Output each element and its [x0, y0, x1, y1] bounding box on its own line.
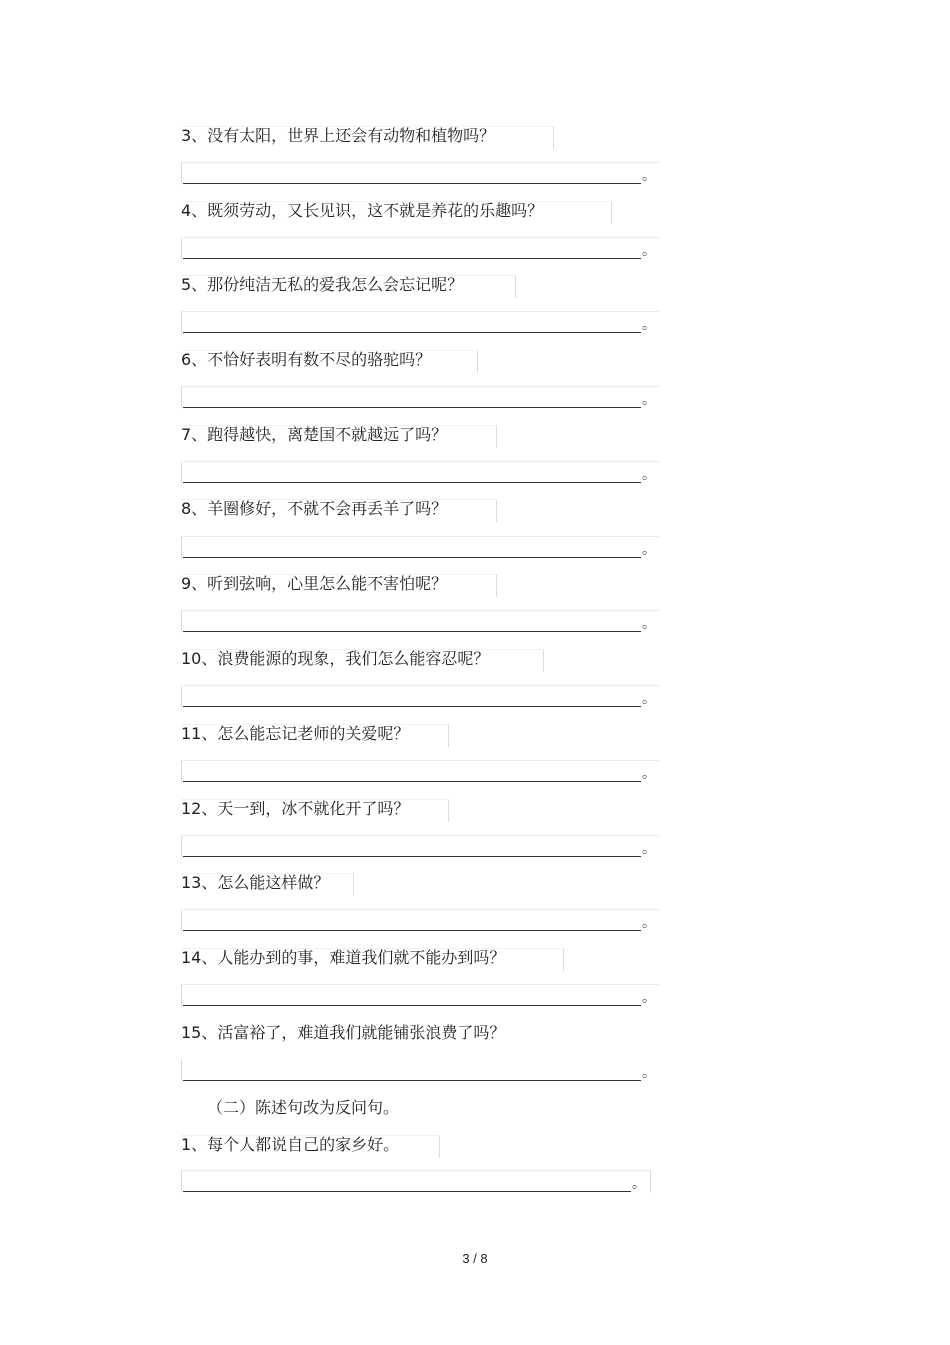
answer-line[interactable] [181, 386, 661, 408]
answer-line[interactable] [181, 610, 661, 632]
answer-period: 。 [642, 168, 656, 184]
question-text: 3、没有太阳，世界上还会有动物和植物吗？ [181, 126, 496, 145]
question-text: 5、那份纯洁无私的爱我怎么会忘记呢？ [181, 275, 464, 294]
answer-period: 。 [642, 766, 656, 782]
question-text: 15、活富裕了，难道我们就能铺张浪费了吗？ [181, 1023, 506, 1042]
answer-period: 。 [642, 616, 656, 632]
answer-line[interactable] [181, 162, 661, 184]
answer-line[interactable] [181, 835, 661, 857]
answer-period: 。 [642, 691, 656, 707]
answer-line[interactable] [181, 1170, 651, 1192]
question-text: 1、每个人都说自己的家乡好。 [181, 1135, 400, 1154]
answer-period: 。 [642, 542, 656, 558]
answer-period: 。 [642, 1065, 656, 1081]
answer-period: 。 [642, 841, 656, 857]
answer-line[interactable] [181, 536, 661, 558]
question-text: 8、羊圈修好，不就不会再丢羊了吗？ [181, 499, 448, 518]
question-text: 4、既须劳动，又长见识，这不就是养花的乐趣吗？ [181, 201, 544, 220]
answer-period: 。 [642, 990, 656, 1006]
question-text: 14、人能办到的事，难道我们就不能办到吗？ [181, 948, 506, 967]
question-text: 9、听到弦响，心里怎么能不害怕呢？ [181, 574, 448, 593]
question-text: 12、天一到，冰不就化开了吗？ [181, 799, 410, 818]
answer-period: 。 [642, 317, 656, 333]
answer-period: 。 [642, 467, 656, 483]
answer-line[interactable] [181, 909, 661, 931]
answer-line[interactable] [181, 984, 661, 1006]
question-text: 11、怎么能忘记老师的关爱呢？ [181, 724, 410, 743]
question-text: 10、浪费能源的现象，我们怎么能容忍呢？ [181, 649, 490, 668]
answer-period: 。 [642, 392, 656, 408]
section-heading: （二）陈述句改为反问句。 [207, 1098, 400, 1117]
answer-period: 。 [632, 1176, 646, 1192]
answer-line[interactable] [181, 311, 661, 333]
answer-line[interactable] [181, 1059, 661, 1081]
answer-line[interactable] [181, 237, 661, 259]
answer-line[interactable] [181, 461, 661, 483]
answer-line[interactable] [181, 760, 661, 782]
page-number: 3 / 8 [462, 1251, 488, 1266]
answer-period: 。 [642, 243, 656, 259]
question-text: 6、不恰好表明有数不尽的骆驼吗？ [181, 350, 432, 369]
question-text: 13、怎么能这样做？ [181, 873, 330, 892]
answer-line[interactable] [181, 685, 661, 707]
answer-period: 。 [642, 915, 656, 931]
question-text: 7、跑得越快，离楚国不就越远了吗？ [181, 425, 448, 444]
